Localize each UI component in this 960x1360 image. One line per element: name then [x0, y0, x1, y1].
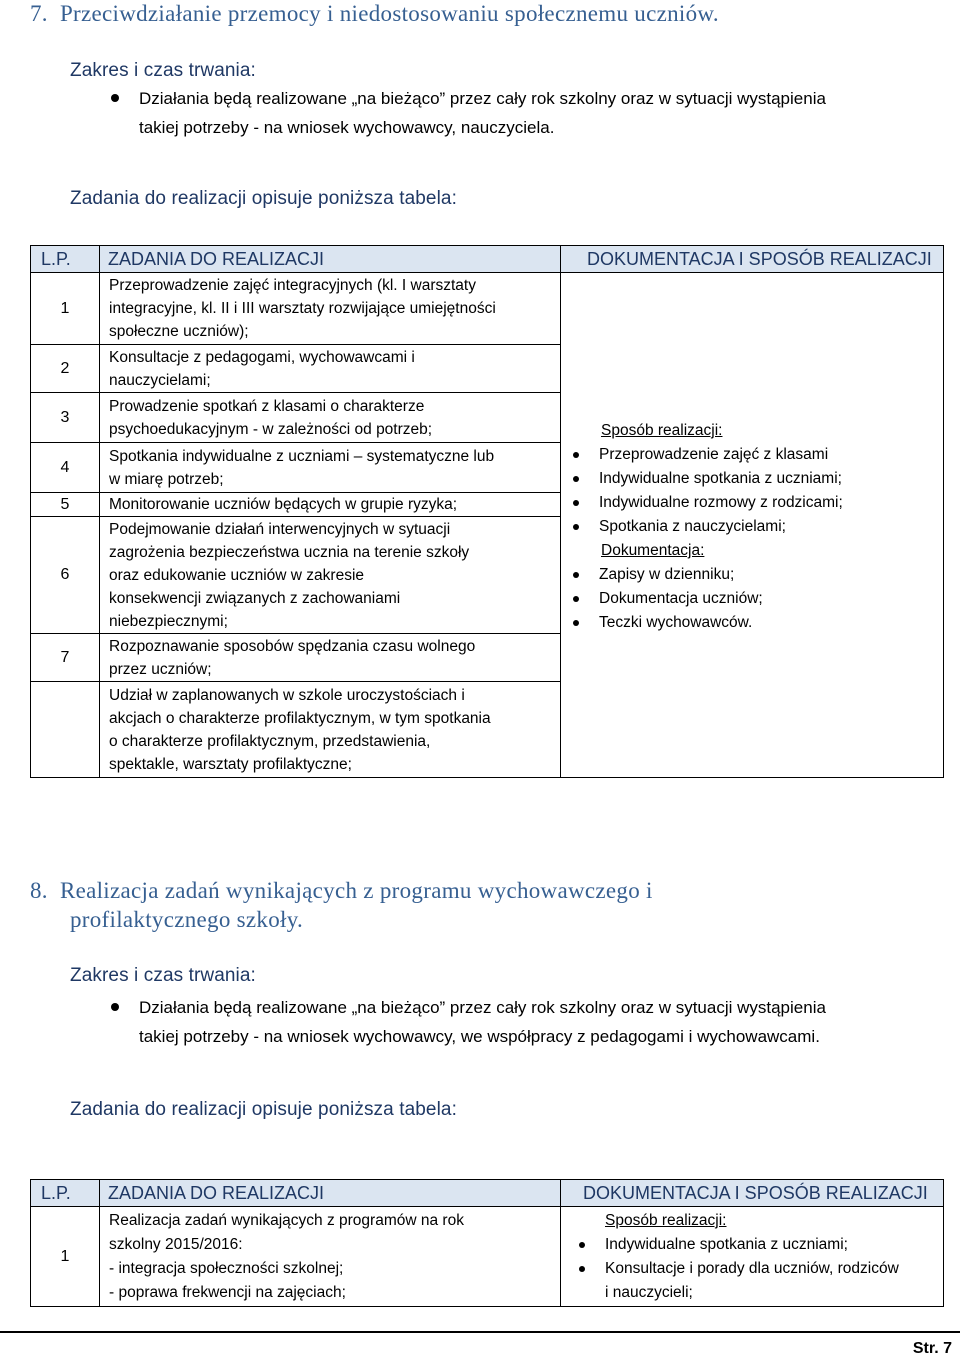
task-cell	[100, 393, 561, 443]
method-item: Przeprowadzenie zajęć z klasami	[561, 443, 943, 467]
row-number: 3	[31, 393, 100, 443]
bullet-icon	[111, 1003, 119, 1011]
documentation-cell	[561, 273, 944, 778]
scope-text-7-line1: Działania będą realizowane „na bieżąco” przez cały rok szkolny oraz w sytuacji wystąpienia	[139, 89, 826, 108]
bullet-icon	[111, 94, 119, 102]
method-label: Sposób realizacji:	[601, 422, 723, 439]
task-line: - poprawa frekwencji na zajęciach;	[109, 1283, 346, 1301]
tasks-table-7	[30, 245, 944, 778]
col-lp: L.P.	[31, 1180, 100, 1207]
page-number: Str. 7	[912, 1340, 952, 1357]
col-doc: DOKUMENTACJA I SPOSÓB REALIZACJI	[561, 1180, 944, 1207]
task-line: zagrożenia bezpieczeństwa ucznia na terenie szkoły	[109, 543, 470, 561]
row-number: 7	[31, 634, 100, 682]
task-line: nauczycielami;	[109, 371, 211, 389]
doc-item: Dokumentacja uczniów;	[561, 587, 943, 611]
scope-label-7: Zakres i czas trwania:	[70, 60, 256, 81]
tasks-label-8: Zadania do realizacji opisuje poniższa tabela:	[70, 1099, 457, 1120]
scope-label-8: Zakres i czas trwania:	[70, 965, 256, 986]
task-line: Spotkania indywidualne z uczniami – systematyczne lub	[109, 447, 495, 465]
task-line: integracyjne, kl. II i III warsztaty rozwijające umiejętności	[109, 300, 496, 317]
task-line: w miarę potrzeb;	[109, 470, 224, 488]
task-line: konsekwencji związanych z zachowaniami	[109, 589, 401, 607]
documentation-cell	[561, 1207, 944, 1307]
task-line: przez uczniów;	[109, 660, 212, 678]
task-cell	[100, 345, 561, 393]
task-line: Prowadzenie spotkań z klasami o charakterze	[109, 397, 425, 415]
task-line: Monitorowanie uczniów będących w grupie ryzyka;	[109, 496, 458, 513]
task-cell	[100, 273, 561, 345]
scope-text-8-line1: Działania będą realizowane „na bieżąco” przez cały rok szkolny oraz w sytuacji wystąpienia	[139, 998, 826, 1017]
col-lp: L.P.	[31, 246, 100, 273]
scope-text-7-line2: takiej potrzeby - na wniosek wychowawcy, nauczyciela.	[139, 118, 555, 137]
method-item: Spotkania z nauczycielami;	[561, 515, 943, 539]
method-list	[561, 443, 943, 539]
task-line: szkolny 2015/2016:	[109, 1235, 243, 1253]
method-label: Sposób realizacji:	[605, 1212, 727, 1229]
task-line: Rozpoznawanie sposobów spędzania czasu wolnego	[109, 637, 476, 655]
col-tasks: ZADANIA DO REALIZACJI	[100, 246, 561, 273]
task-cell	[100, 517, 561, 634]
col-tasks: ZADANIA DO REALIZACJI	[100, 1180, 561, 1207]
task-cell	[100, 682, 561, 778]
task-cell	[100, 443, 561, 493]
section-8-heading-line2: profilaktycznego szkoły.	[70, 907, 304, 932]
method-item: Konsultacje i porady dla uczniów, rodziców	[567, 1257, 943, 1281]
section-7-heading: 7. Przeciwdziałanie przemocy i niedostosowaniu społecznemu uczniów.	[30, 1, 719, 26]
row-number	[31, 682, 100, 778]
method-item: Indywidualne spotkania z uczniami;	[567, 1233, 943, 1257]
tasks-label-7: Zadania do realizacji opisuje poniższa tabela:	[70, 188, 457, 209]
task-line: Konsultacje z pedagogami, wychowawcami i	[109, 348, 415, 366]
task-line: psychoedukacyjnym - w zależności od potrzeb;	[109, 420, 433, 438]
task-line: Realizacja zadań wynikających z programów na rok	[109, 1211, 464, 1229]
task-cell	[100, 493, 561, 517]
task-line: spektakle, warsztaty profilaktyczne;	[109, 755, 352, 773]
tasks-table-8	[30, 1179, 944, 1307]
method-item: Indywidualne spotkania z uczniami;	[561, 467, 943, 491]
row-number: 2	[31, 345, 100, 393]
method-item: Indywidualne rozmowy z rodzicami;	[561, 491, 943, 515]
scope-text-8-line2: takiej potrzeby - na wniosek wychowawcy, we współpracy z pedagogami i wychowawcami.	[139, 1027, 820, 1046]
task-line: Przeprowadzenie zajęć integracyjnych (kl. I warsztaty	[109, 277, 476, 294]
doc-item: Teczki wychowawców.	[561, 611, 943, 635]
method-item-continuation: i nauczycieli;	[605, 1284, 693, 1301]
task-cell	[100, 1207, 561, 1307]
task-line: Udział w zaplanowanych w szkole uroczystościach i	[109, 686, 465, 704]
task-line: o charakterze profilaktycznym, przedstawienia,	[109, 732, 431, 750]
task-line: oraz edukowanie uczniów w zakresie	[109, 566, 365, 584]
task-line: - integracja społeczności szkolnej;	[109, 1259, 344, 1277]
row-number: 6	[31, 517, 100, 634]
section-8-heading-line1: 8. Realizacja zadań wynikających z programu wychowawczego i	[30, 878, 653, 903]
task-line: akcjach o charakterze profilaktycznym, w tym spotkania	[109, 709, 491, 727]
task-line: niebezpiecznymi;	[109, 612, 228, 630]
row-number: 4	[31, 443, 100, 493]
method-list	[561, 1233, 943, 1305]
row-number: 1	[31, 1207, 100, 1307]
doc-label: Dokumentacja:	[601, 542, 705, 559]
doc-list	[561, 563, 943, 635]
row-number: 5	[31, 493, 100, 517]
col-doc: DOKUMENTACJA I SPOSÓB REALIZACJI	[561, 246, 944, 273]
doc-item: Zapisy w dzienniku;	[561, 563, 943, 587]
row-number: 1	[31, 273, 100, 345]
task-line: Podejmowanie działań interwencyjnych w sytuacji	[109, 520, 451, 538]
task-cell	[100, 634, 561, 682]
task-line: społeczne uczniów);	[109, 323, 249, 340]
footer-divider	[0, 1331, 960, 1333]
